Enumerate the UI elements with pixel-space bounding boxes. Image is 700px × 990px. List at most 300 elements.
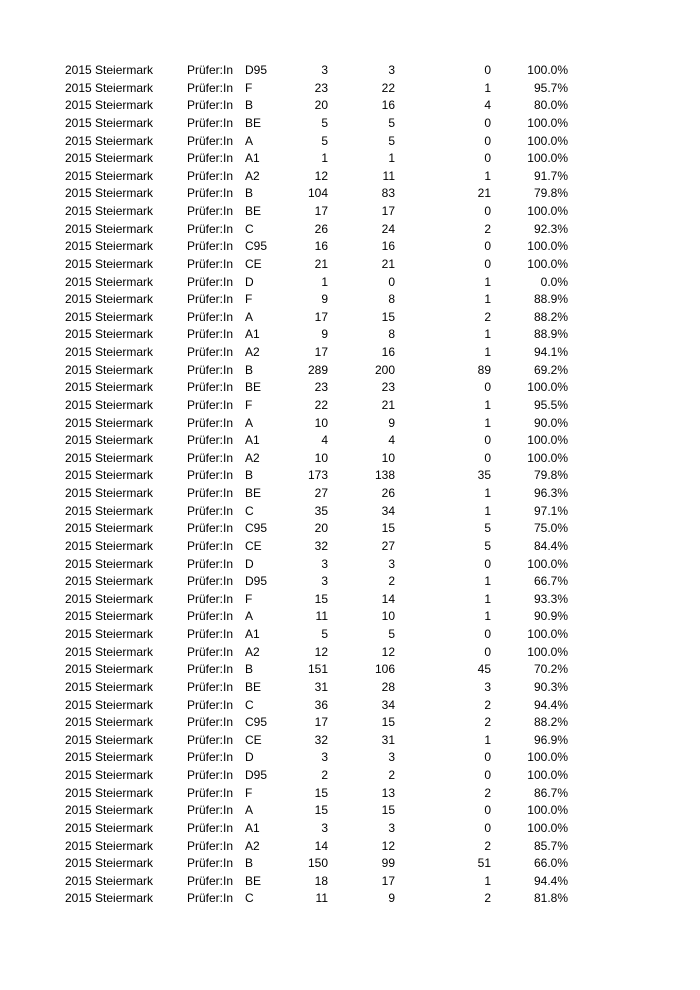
cell-failed-count: 45 xyxy=(477,662,491,677)
cell-failed-count: 0 xyxy=(484,627,491,641)
cell-examiner-type: Prüfer:In xyxy=(187,380,234,395)
cell-license-class: F xyxy=(245,785,253,800)
cell-passed-count: 3 xyxy=(388,63,395,77)
cell-license-class: B xyxy=(245,362,254,377)
cell-region-year: 2015 Steiermark xyxy=(65,785,154,800)
cell-passed-count: 9 xyxy=(388,891,395,906)
table-row xyxy=(65,556,568,574)
cell-total-count: 15 xyxy=(314,591,328,606)
cell-passed-count: 15 xyxy=(381,715,395,730)
cell-license-class: A xyxy=(245,609,254,624)
cell-license-class: C xyxy=(245,891,254,906)
cell-total-count: 18 xyxy=(314,873,328,888)
table-row xyxy=(65,397,568,415)
cell-pass-rate: 88.2% xyxy=(533,309,568,324)
cell-license-class: CE xyxy=(245,732,262,747)
cell-license-class: B xyxy=(245,98,254,113)
cell-examiner-type: Prüfer:In xyxy=(187,151,234,166)
cell-passed-count: 3 xyxy=(388,750,395,765)
cell-license-class: CE xyxy=(245,256,262,271)
cell-examiner-type: Prüfer:In xyxy=(187,856,234,871)
cell-examiner-type: Prüfer:In xyxy=(187,697,234,712)
table-row xyxy=(65,802,568,820)
table-row xyxy=(65,785,568,803)
cell-total-count: 3 xyxy=(321,820,328,835)
cell-examiner-type: Prüfer:In xyxy=(187,591,234,606)
table-row xyxy=(65,661,568,679)
cell-examiner-type: Prüfer:In xyxy=(187,433,234,448)
table-row xyxy=(65,168,568,186)
cell-failed-count: 1 xyxy=(484,80,491,95)
cell-examiner-type: Prüfer:In xyxy=(187,486,234,500)
cell-pass-rate: 93.3% xyxy=(533,591,568,606)
cell-pass-rate: 0.0% xyxy=(540,274,568,289)
cell-license-class: B xyxy=(245,186,254,201)
cell-passed-count: 200 xyxy=(374,362,395,377)
cell-total-count: 32 xyxy=(314,538,328,553)
cell-passed-count: 34 xyxy=(381,697,395,712)
cell-examiner-type: Prüfer:In xyxy=(187,115,234,130)
cell-pass-rate: 90.3% xyxy=(533,679,568,694)
cell-license-class: D xyxy=(245,750,254,765)
cell-total-count: 5 xyxy=(321,115,328,130)
cell-region-year: 2015 Steiermark xyxy=(65,873,154,888)
cell-total-count: 289 xyxy=(307,362,328,377)
cell-examiner-type: Prüfer:In xyxy=(187,644,234,659)
cell-examiner-type: Prüfer:In xyxy=(187,679,234,694)
cell-license-class: C95 xyxy=(245,521,268,536)
cell-total-count: 36 xyxy=(314,697,328,712)
cell-license-class: A2 xyxy=(245,644,260,659)
cell-region-year: 2015 Steiermark xyxy=(65,186,154,201)
cell-total-count: 14 xyxy=(314,838,328,853)
cell-region-year: 2015 Steiermark xyxy=(65,309,154,324)
cell-examiner-type: Prüfer:In xyxy=(187,715,234,730)
table-row xyxy=(65,309,568,327)
cell-pass-rate: 100.0% xyxy=(527,115,568,130)
cell-pass-rate: 84.4% xyxy=(533,538,568,553)
cell-failed-count: 0 xyxy=(484,151,491,166)
cell-region-year: 2015 Steiermark xyxy=(65,856,154,871)
cell-license-class: B xyxy=(245,662,254,677)
cell-region-year: 2015 Steiermark xyxy=(65,397,154,412)
cell-examiner-type: Prüfer:In xyxy=(187,768,234,782)
cell-failed-count: 1 xyxy=(484,732,491,747)
cell-total-count: 16 xyxy=(314,239,328,254)
table-row xyxy=(65,626,568,644)
table-row xyxy=(65,503,568,521)
cell-examiner-type: Prüfer:In xyxy=(187,274,234,289)
cell-passed-count: 16 xyxy=(381,345,395,359)
cell-failed-count: 0 xyxy=(484,115,491,130)
cell-total-count: 22 xyxy=(314,397,328,412)
cell-pass-rate: 79.8% xyxy=(533,468,568,483)
cell-total-count: 32 xyxy=(314,732,328,747)
cell-passed-count: 22 xyxy=(381,80,395,95)
cell-passed-count: 24 xyxy=(381,221,395,236)
cell-examiner-type: Prüfer:In xyxy=(187,820,234,835)
cell-pass-rate: 75.0% xyxy=(533,521,568,536)
table-row xyxy=(65,238,568,256)
table-row xyxy=(65,485,568,503)
cell-total-count: 11 xyxy=(315,891,328,906)
cell-pass-rate: 85.7% xyxy=(533,838,568,853)
cell-region-year: 2015 Steiermark xyxy=(65,644,154,659)
table-row xyxy=(65,714,568,732)
cell-region-year: 2015 Steiermark xyxy=(65,168,154,183)
cell-pass-rate: 90.9% xyxy=(533,609,568,624)
cell-total-count: 17 xyxy=(314,345,328,359)
table-row xyxy=(65,467,568,485)
cell-region-year: 2015 Steiermark xyxy=(65,98,154,113)
table-row xyxy=(65,133,568,151)
table-row xyxy=(65,62,568,80)
cell-total-count: 5 xyxy=(321,627,328,641)
cell-pass-rate: 100.0% xyxy=(527,750,568,765)
cell-passed-count: 13 xyxy=(381,785,395,800)
cell-region-year: 2015 Steiermark xyxy=(65,133,154,148)
cell-region-year: 2015 Steiermark xyxy=(65,503,154,518)
cell-total-count: 9 xyxy=(321,327,328,342)
cell-failed-count: 1 xyxy=(484,327,491,342)
cell-pass-rate: 88.2% xyxy=(533,715,568,730)
cell-passed-count: 31 xyxy=(381,732,395,747)
cell-region-year: 2015 Steiermark xyxy=(65,204,154,218)
cell-pass-rate: 88.9% xyxy=(533,327,568,342)
cell-pass-rate: 100.0% xyxy=(527,239,568,254)
cell-passed-count: 99 xyxy=(381,856,395,871)
cell-failed-count: 0 xyxy=(484,256,491,271)
cell-region-year: 2015 Steiermark xyxy=(65,80,154,95)
cell-failed-count: 1 xyxy=(484,873,491,888)
cell-pass-rate: 94.4% xyxy=(533,697,568,712)
cell-total-count: 11 xyxy=(315,609,328,624)
cell-total-count: 31 xyxy=(314,679,328,694)
cell-passed-count: 15 xyxy=(381,309,395,324)
table-row xyxy=(65,362,568,380)
cell-license-class: C95 xyxy=(245,239,268,254)
cell-failed-count: 0 xyxy=(484,644,491,659)
table-row xyxy=(65,644,568,662)
cell-pass-rate: 100.0% xyxy=(527,133,568,148)
cell-examiner-type: Prüfer:In xyxy=(187,256,234,271)
cell-passed-count: 5 xyxy=(388,627,395,641)
table-row xyxy=(65,608,568,626)
table-row xyxy=(65,591,568,609)
cell-total-count: 9 xyxy=(321,292,328,307)
cell-total-count: 3 xyxy=(321,63,328,77)
cell-total-count: 27 xyxy=(314,486,328,500)
cell-failed-count: 1 xyxy=(484,503,491,518)
cell-license-class: A1 xyxy=(245,433,260,448)
cell-passed-count: 27 xyxy=(381,538,395,553)
cell-license-class: D xyxy=(245,556,254,571)
cell-total-count: 4 xyxy=(321,433,328,448)
cell-license-class: BE xyxy=(245,486,262,500)
cell-examiner-type: Prüfer:In xyxy=(187,450,234,465)
cell-examiner-type: Prüfer:In xyxy=(187,327,234,342)
cell-region-year: 2015 Steiermark xyxy=(65,538,154,553)
cell-region-year: 2015 Steiermark xyxy=(65,662,154,677)
cell-failed-count: 1 xyxy=(484,574,491,589)
cell-pass-rate: 95.7% xyxy=(533,80,568,95)
cell-total-count: 23 xyxy=(314,80,328,95)
table-row xyxy=(65,538,568,556)
cell-examiner-type: Prüfer:In xyxy=(187,168,234,183)
cell-examiner-type: Prüfer:In xyxy=(187,80,234,95)
cell-pass-rate: 66.7% xyxy=(533,574,568,589)
cell-region-year: 2015 Steiermark xyxy=(65,732,154,747)
cell-passed-count: 34 xyxy=(381,503,395,518)
cell-license-class: A xyxy=(245,803,254,818)
cell-examiner-type: Prüfer:In xyxy=(187,785,234,800)
cell-region-year: 2015 Steiermark xyxy=(65,433,154,448)
cell-region-year: 2015 Steiermark xyxy=(65,556,154,571)
cell-total-count: 151 xyxy=(307,662,328,677)
cell-passed-count: 17 xyxy=(381,204,395,218)
cell-examiner-type: Prüfer:In xyxy=(187,309,234,324)
cell-license-class: D95 xyxy=(245,63,268,77)
cell-region-year: 2015 Steiermark xyxy=(65,415,154,430)
cell-passed-count: 28 xyxy=(381,679,395,694)
cell-total-count: 1 xyxy=(321,274,328,289)
cell-license-class: A2 xyxy=(245,168,260,183)
cell-region-year: 2015 Steiermark xyxy=(65,151,154,166)
cell-examiner-type: Prüfer:In xyxy=(187,239,234,254)
cell-total-count: 150 xyxy=(307,856,328,871)
cell-pass-rate: 100.0% xyxy=(527,768,568,782)
cell-passed-count: 12 xyxy=(381,644,395,659)
cell-region-year: 2015 Steiermark xyxy=(65,115,154,130)
table-row xyxy=(65,203,568,221)
cell-passed-count: 12 xyxy=(381,838,395,853)
cell-failed-count: 5 xyxy=(484,521,491,536)
cell-license-class: BE xyxy=(245,873,262,888)
cell-passed-count: 10 xyxy=(381,609,395,624)
cell-failed-count: 1 xyxy=(484,168,491,183)
cell-failed-count: 1 xyxy=(484,415,491,430)
cell-license-class: A1 xyxy=(245,151,260,166)
cell-pass-rate: 96.9% xyxy=(533,732,568,747)
cell-pass-rate: 88.9% xyxy=(533,292,568,307)
cell-failed-count: 0 xyxy=(484,803,491,818)
cell-pass-rate: 100.0% xyxy=(527,820,568,835)
cell-pass-rate: 94.1% xyxy=(533,345,568,359)
cell-failed-count: 0 xyxy=(484,63,491,77)
cell-passed-count: 0 xyxy=(388,274,395,289)
cell-failed-count: 2 xyxy=(484,891,491,906)
cell-region-year: 2015 Steiermark xyxy=(65,891,154,906)
table-row xyxy=(65,520,568,538)
cell-failed-count: 0 xyxy=(484,433,491,448)
cell-total-count: 3 xyxy=(321,574,328,589)
cell-failed-count: 2 xyxy=(484,785,491,800)
table-row xyxy=(65,697,568,715)
cell-failed-count: 0 xyxy=(484,133,491,148)
cell-failed-count: 89 xyxy=(477,362,491,377)
cell-total-count: 5 xyxy=(321,133,328,148)
cell-failed-count: 2 xyxy=(484,715,491,730)
cell-license-class: A xyxy=(245,133,254,148)
cell-pass-rate: 90.0% xyxy=(533,415,568,430)
cell-pass-rate: 100.0% xyxy=(527,627,568,641)
cell-pass-rate: 79.8% xyxy=(533,186,568,201)
cell-pass-rate: 100.0% xyxy=(527,63,568,77)
table-row xyxy=(65,432,568,450)
cell-license-class: C xyxy=(245,503,254,518)
cell-failed-count: 0 xyxy=(484,750,491,765)
cell-failed-count: 2 xyxy=(484,697,491,712)
cell-failed-count: 0 xyxy=(484,380,491,395)
cell-examiner-type: Prüfer:In xyxy=(187,732,234,747)
cell-passed-count: 1 xyxy=(388,151,395,166)
cell-passed-count: 9 xyxy=(388,415,395,430)
cell-passed-count: 15 xyxy=(381,521,395,536)
cell-failed-count: 21 xyxy=(477,186,491,201)
cell-passed-count: 5 xyxy=(388,115,395,130)
cell-license-class: B xyxy=(245,468,254,483)
table-row xyxy=(65,185,568,203)
cell-license-class: A xyxy=(245,309,254,324)
cell-pass-rate: 94.4% xyxy=(533,873,568,888)
table-row xyxy=(65,732,568,750)
cell-license-class: B xyxy=(245,856,254,871)
cell-total-count: 2 xyxy=(321,768,328,782)
cell-failed-count: 1 xyxy=(484,292,491,307)
cell-passed-count: 3 xyxy=(388,556,395,571)
table-row xyxy=(65,679,568,697)
cell-region-year: 2015 Steiermark xyxy=(65,327,154,342)
cell-examiner-type: Prüfer:In xyxy=(187,345,234,359)
cell-examiner-type: Prüfer:In xyxy=(187,838,234,853)
table-row xyxy=(65,767,568,785)
cell-examiner-type: Prüfer:In xyxy=(187,662,234,677)
cell-passed-count: 5 xyxy=(388,133,395,148)
cell-region-year: 2015 Steiermark xyxy=(65,521,154,536)
cell-region-year: 2015 Steiermark xyxy=(65,221,154,236)
cell-examiner-type: Prüfer:In xyxy=(187,891,234,906)
cell-region-year: 2015 Steiermark xyxy=(65,574,154,589)
cell-region-year: 2015 Steiermark xyxy=(65,274,154,289)
cell-license-class: BE xyxy=(245,115,262,130)
table-row xyxy=(65,749,568,767)
cell-pass-rate: 69.2% xyxy=(533,362,568,377)
cell-examiner-type: Prüfer:In xyxy=(187,98,234,113)
cell-total-count: 10 xyxy=(314,415,328,430)
cell-examiner-type: Prüfer:In xyxy=(187,873,234,888)
cell-region-year: 2015 Steiermark xyxy=(65,838,154,853)
cell-examiner-type: Prüfer:In xyxy=(187,574,234,589)
cell-failed-count: 35 xyxy=(477,468,491,483)
cell-total-count: 23 xyxy=(314,380,328,395)
cell-total-count: 26 xyxy=(314,221,328,236)
table-row xyxy=(65,291,568,309)
cell-total-count: 20 xyxy=(314,521,328,536)
cell-pass-rate: 80.0% xyxy=(533,98,568,113)
cell-pass-rate: 100.0% xyxy=(527,433,568,448)
cell-examiner-type: Prüfer:In xyxy=(187,803,234,818)
table-row xyxy=(65,379,568,397)
cell-total-count: 35 xyxy=(314,503,328,518)
cell-pass-rate: 100.0% xyxy=(527,644,568,659)
cell-region-year: 2015 Steiermark xyxy=(65,679,154,694)
table-row xyxy=(65,573,568,591)
cell-total-count: 10 xyxy=(314,450,328,465)
cell-pass-rate: 95.5% xyxy=(533,397,568,412)
cell-region-year: 2015 Steiermark xyxy=(65,468,154,483)
cell-region-year: 2015 Steiermark xyxy=(65,380,154,395)
cell-passed-count: 3 xyxy=(388,820,395,835)
cell-passed-count: 4 xyxy=(388,433,395,448)
cell-pass-rate: 86.7% xyxy=(533,785,568,800)
cell-total-count: 15 xyxy=(314,785,328,800)
cell-license-class: F xyxy=(245,80,253,95)
cell-region-year: 2015 Steiermark xyxy=(65,591,154,606)
cell-failed-count: 0 xyxy=(484,450,491,465)
cell-license-class: A2 xyxy=(245,345,260,359)
cell-pass-rate: 91.7% xyxy=(533,168,568,183)
cell-total-count: 17 xyxy=(314,715,328,730)
cell-examiner-type: Prüfer:In xyxy=(187,627,234,641)
cell-region-year: 2015 Steiermark xyxy=(65,486,154,500)
cell-region-year: 2015 Steiermark xyxy=(65,803,154,818)
cell-pass-rate: 100.0% xyxy=(527,380,568,395)
cell-license-class: A xyxy=(245,415,254,430)
table-row xyxy=(65,873,568,891)
cell-pass-rate: 97.1% xyxy=(533,503,568,518)
cell-region-year: 2015 Steiermark xyxy=(65,750,154,765)
cell-pass-rate: 92.3% xyxy=(533,221,568,236)
cell-total-count: 12 xyxy=(314,168,328,183)
cell-passed-count: 21 xyxy=(381,256,395,271)
cell-failed-count: 2 xyxy=(484,221,491,236)
cell-passed-count: 83 xyxy=(381,186,395,201)
cell-region-year: 2015 Steiermark xyxy=(65,768,154,782)
cell-passed-count: 26 xyxy=(381,486,395,500)
cell-license-class: F xyxy=(245,591,253,606)
cell-failed-count: 1 xyxy=(484,609,491,624)
cell-failed-count: 2 xyxy=(484,309,491,324)
cell-failed-count: 0 xyxy=(484,768,491,782)
cell-failed-count: 1 xyxy=(484,345,491,359)
cell-total-count: 173 xyxy=(307,468,328,483)
cell-failed-count: 5 xyxy=(484,538,491,553)
cell-failed-count: 0 xyxy=(484,556,491,571)
cell-failed-count: 0 xyxy=(484,239,491,254)
cell-region-year: 2015 Steiermark xyxy=(65,239,154,254)
cell-license-class: C xyxy=(245,221,254,236)
cell-license-class: D95 xyxy=(245,574,268,589)
cell-license-class: C xyxy=(245,697,254,712)
cell-passed-count: 2 xyxy=(388,574,395,589)
exam-results-table xyxy=(65,62,568,908)
table-row xyxy=(65,890,568,908)
cell-region-year: 2015 Steiermark xyxy=(65,63,154,77)
cell-failed-count: 1 xyxy=(484,591,491,606)
cell-passed-count: 16 xyxy=(381,239,395,254)
cell-license-class: CE xyxy=(245,538,262,553)
cell-total-count: 17 xyxy=(314,309,328,324)
table-row xyxy=(65,150,568,168)
cell-passed-count: 138 xyxy=(374,468,395,483)
cell-license-class: D95 xyxy=(245,768,268,782)
cell-passed-count: 23 xyxy=(381,380,395,395)
cell-license-class: A2 xyxy=(245,450,260,465)
cell-total-count: 1 xyxy=(321,151,328,166)
cell-total-count: 104 xyxy=(307,186,328,201)
cell-license-class: F xyxy=(245,397,253,412)
cell-region-year: 2015 Steiermark xyxy=(65,609,154,624)
